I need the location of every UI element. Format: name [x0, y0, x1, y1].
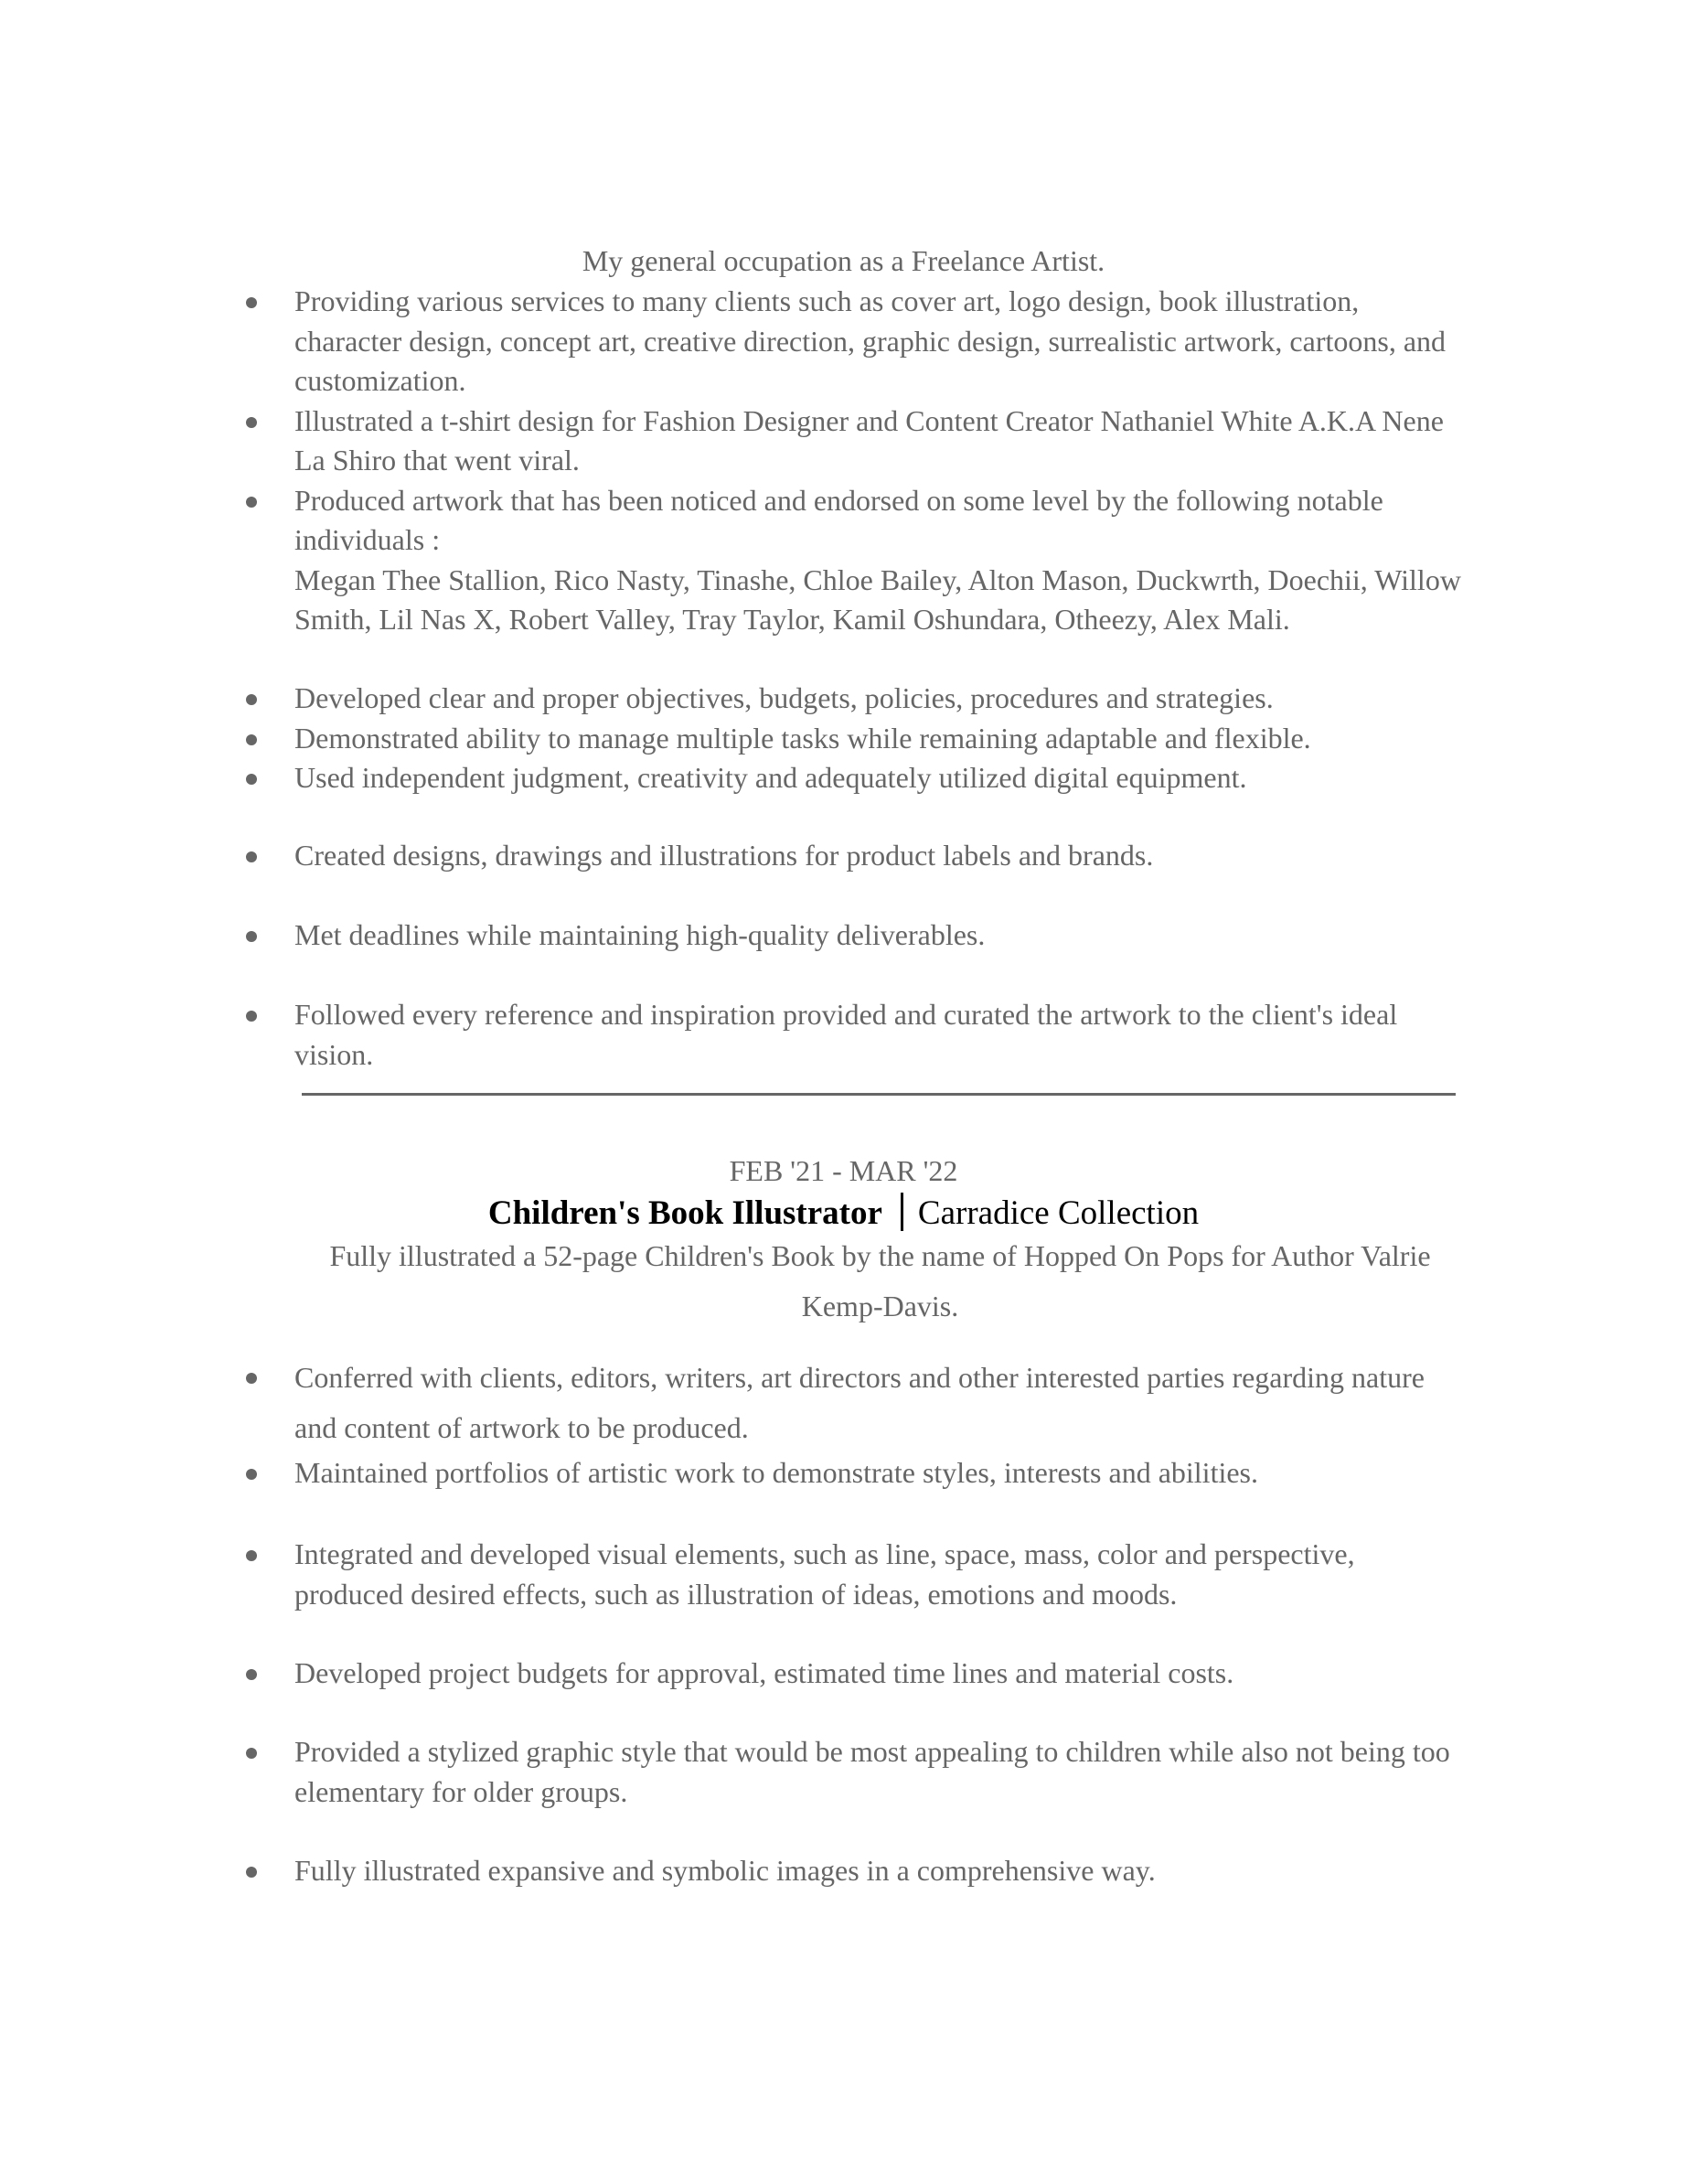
bullet-icon: [246, 297, 257, 308]
job-title: Children's Book Illustrator: [487, 1194, 882, 1232]
section-divider: [302, 1093, 1456, 1096]
list-item-text: Conferred with clients, editors, writers, art directors and other interested parties regarding nature and content of artwork to be produced.: [294, 1361, 1425, 1444]
list-item: [238, 758, 1463, 798]
freelance-bullet-list-2: [238, 679, 1463, 798]
bullet-icon: [246, 417, 257, 428]
list-item: [238, 915, 1463, 956]
freelance-bullet-list-3: [238, 836, 1463, 876]
freelance-bullet-list-5: [238, 995, 1463, 1075]
list-item: [238, 1654, 1463, 1694]
list-item: [238, 995, 1463, 1075]
list-item: [238, 1851, 1463, 1891]
list-item-text: Developed project budgets for approval, estimated time lines and material costs.: [294, 1656, 1234, 1689]
list-item-text: Demonstrated ability to manage multiple tasks while remaining adaptable and flexible.: [294, 721, 1311, 755]
job-bullet-list-2: [238, 1535, 1463, 1614]
list-item: [238, 401, 1463, 481]
bullet-icon: [246, 1373, 257, 1384]
bullet-icon: [246, 497, 257, 508]
bullet-icon: [246, 774, 257, 785]
bullet-icon: [246, 851, 257, 862]
bullet-icon: [246, 1011, 257, 1022]
list-item-text: Integrated and developed visual elements, such as line, space, mass, color and perspective, produced desired effects, such as illustration of ideas, emotions and moods.: [294, 1537, 1355, 1611]
list-item: [238, 679, 1463, 719]
list-item: [238, 481, 1463, 640]
list-item: [238, 1353, 1463, 1453]
freelance-bullet-list-4: [238, 915, 1463, 956]
bullet-icon: [246, 694, 257, 705]
list-item-text: Produced artwork that has been noticed and endorsed on some level by the following notable individuals :: [294, 483, 1383, 556]
bullet-icon: [246, 1669, 257, 1680]
company-name: Carradice Collection: [917, 1194, 1200, 1232]
list-item-text: Provided a stylized graphic style that would be most appealing to children while also not being too elementary for older groups.: [294, 1735, 1450, 1808]
job-dates: FEB '21 - MAR '22: [729, 1154, 958, 1187]
bullet-icon: [246, 1867, 257, 1878]
list-item: [238, 1453, 1463, 1493]
list-item: [238, 719, 1463, 759]
job-bullet-list-4: [238, 1732, 1463, 1812]
list-item-text: Illustrated a t-shirt design for Fashion Designer and Content Creator Nathaniel White A.K.A Nene La Shiro that went viral.: [294, 403, 1444, 476]
notable-individuals-list: Megan Thee Stallion, Rico Nasty, Tinashe, Chloe Bailey, Alton Mason, Duckwrth, Doechii, Willow Smith, Lil Nas X, Robert Valley, Tray Taylor, Kamil Oshundara, Otheezy, Alex Mali.: [294, 562, 1461, 636]
job-heading: [0, 1191, 1687, 1237]
bullet-icon: [246, 1550, 257, 1561]
freelance-bullet-list-1: [238, 282, 1463, 640]
list-item-text: Fully illustrated expansive and symbolic images in a comprehensive way.: [294, 1854, 1156, 1887]
list-item-text: Followed every reference and inspiration provided and curated the artwork to the client's ideal vision.: [294, 998, 1398, 1071]
job-bullet-list-1: [238, 1353, 1463, 1493]
list-item-text: Used independent judgment, creativity and adequately utilized digital equipment.: [294, 761, 1247, 794]
list-item: [238, 1535, 1463, 1614]
bullet-icon: [246, 734, 257, 745]
bullet-icon: [246, 1748, 257, 1759]
list-item-text: Created designs, drawings and illustrations for product labels and brands.: [294, 839, 1154, 872]
list-item: [238, 1732, 1463, 1812]
list-item-text: Providing various services to many clients such as cover art, logo design, book illustration, character design, concept art, creative direction, graphic design, surrealistic artwork, cartoons, and customization.: [294, 284, 1447, 397]
title-separator: [901, 1193, 903, 1231]
list-item: [238, 836, 1463, 876]
list-item-text: Developed clear and proper objectives, budgets, policies, procedures and strategies.: [294, 681, 1274, 714]
bullet-icon: [246, 931, 257, 942]
bullet-icon: [246, 1469, 257, 1480]
list-item-text: Maintained portfolios of artistic work to demonstrate styles, interests and abilities.: [294, 1456, 1258, 1489]
occupation-line: My general occupation as a Freelance Artist.: [582, 244, 1105, 277]
job-bullet-list-5: [238, 1851, 1463, 1891]
job-bullet-list-3: [238, 1654, 1463, 1694]
list-item: [238, 282, 1463, 401]
job-summary: Fully illustrated a 52-page Children's Book by the name of Hopped On Pops for Author Valrie Kemp-Davis.: [329, 1239, 1431, 1322]
list-item-text: Met deadlines while maintaining high-quality deliverables.: [294, 918, 986, 951]
